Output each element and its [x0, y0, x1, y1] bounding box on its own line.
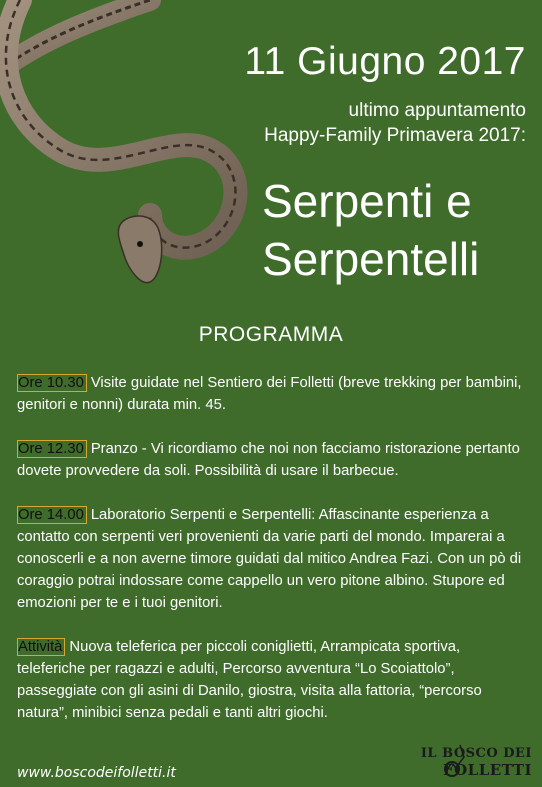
- time-tag: Ore 12.30: [17, 440, 87, 458]
- schedule-item: [17, 636, 525, 724]
- subtitle-line-1: ultimo appuntamento: [348, 100, 526, 121]
- schedule-text: Laboratorio Serpenti e Serpentelli: Affascinante esperienza a contatto con serpenti veri provenienti da varie parti del mondo. Imparerai a conoscerli e a non averne timore guidati dal mitico Andrea Fazi. Con un pò di coraggio potrai indossare come cappello un vero pitone albino. Stupore ed emozioni per te e i tuoi genitori.: [17, 507, 522, 611]
- logo-text-bottom: FOLLETTI: [442, 761, 532, 779]
- schedule-text: Visite guidate nel Sentiero dei Folletti (breve trekking per bambini, genitori e nonni) durata min. 45.: [17, 375, 522, 413]
- time-tag: Ore 14.00: [17, 506, 87, 524]
- event-title: [262, 172, 479, 288]
- time-tag: Ore 10.30: [17, 374, 87, 392]
- snake-illustration: [0, 0, 250, 300]
- schedule-text: Nuova teleferica per piccoli coniglietti, Arrampicata sportiva, teleferiche per ragazzi e adulti, Percorso avventura “Lo Scoiattolo”, passeggiate con gli asini di Danilo, giostra, visita alla fattoria, “percorso natura”, minibici senza pedali e tanti altri giochi.: [17, 639, 482, 721]
- event-subtitle: [264, 98, 526, 148]
- title-line-1: Serpenti e: [262, 175, 472, 227]
- schedule-item: [17, 372, 525, 416]
- section-title: PROGRAMMA: [198, 323, 344, 346]
- logo-text-top: IL BOSCO DEI: [420, 746, 532, 761]
- title-line-2: Serpentelli: [262, 233, 480, 285]
- schedule-item: [17, 504, 525, 614]
- schedule-text: Pranzo - Vi ricordiamo che noi non facciamo ristorazione pertanto dovete provvedere da soli. Possibilità di usare il barbecue.: [17, 441, 520, 479]
- activity-tag: Attività: [17, 638, 65, 656]
- subtitle-line-2: Happy-Family Primavera 2017:: [264, 125, 526, 146]
- event-date: 11 Giugno 2017: [244, 40, 526, 83]
- schedule-list: [17, 372, 525, 746]
- website-link[interactable]: www.boscodeifolletti.it: [17, 765, 176, 781]
- schedule-item: [17, 438, 525, 482]
